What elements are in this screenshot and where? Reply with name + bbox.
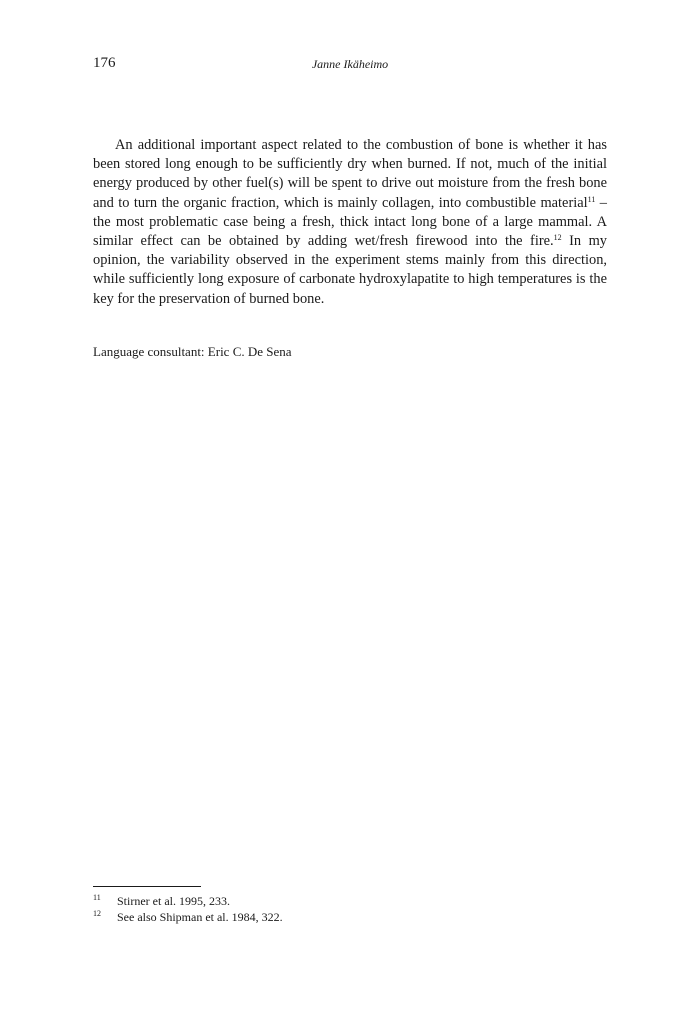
running-head: Janne Ikäheimo — [311, 57, 389, 71]
footnote-number: 11 — [93, 893, 101, 902]
body-text-3: In my opinion, the variability observed in the experiment stems mainly from this direction, while sufficiently long exposure of carbonate hydroxylapatite to high temperatures is the key for the preservation of burned bone. — [93, 233, 607, 307]
acknowledgement: Language consultant: Eric C. De Sena — [93, 344, 292, 359]
footnote-text: See also Shipman et al. 1984, 322. — [117, 910, 283, 924]
footnote-text: Stirner et al. 1995, 233. — [117, 894, 230, 908]
footnote-ref-12[interactable]: 12 — [553, 233, 562, 243]
body-paragraph — [93, 136, 607, 309]
footnote-number: 12 — [93, 909, 101, 918]
page-number: 176 — [93, 55, 116, 71]
body-text-2: – the most problematic case being a fresh, thick intact long bone of a large mammal. A similar effect can be obtained by adding wet/fresh firewood into the fire. — [93, 194, 607, 250]
body-text-1: An additional important aspect related to the combustion of bone is whether it has been stored long enough to be sufficiently dry when burned. If not, much of the initial energy produced by other fuel(s) will be spent to drive out moisture from the fresh bone and to turn the organic fraction, which is mainly collagen, into combustible material — [93, 137, 607, 211]
footnote-rule — [93, 886, 201, 887]
footnote-ref-11[interactable]: 11 — [587, 194, 596, 204]
